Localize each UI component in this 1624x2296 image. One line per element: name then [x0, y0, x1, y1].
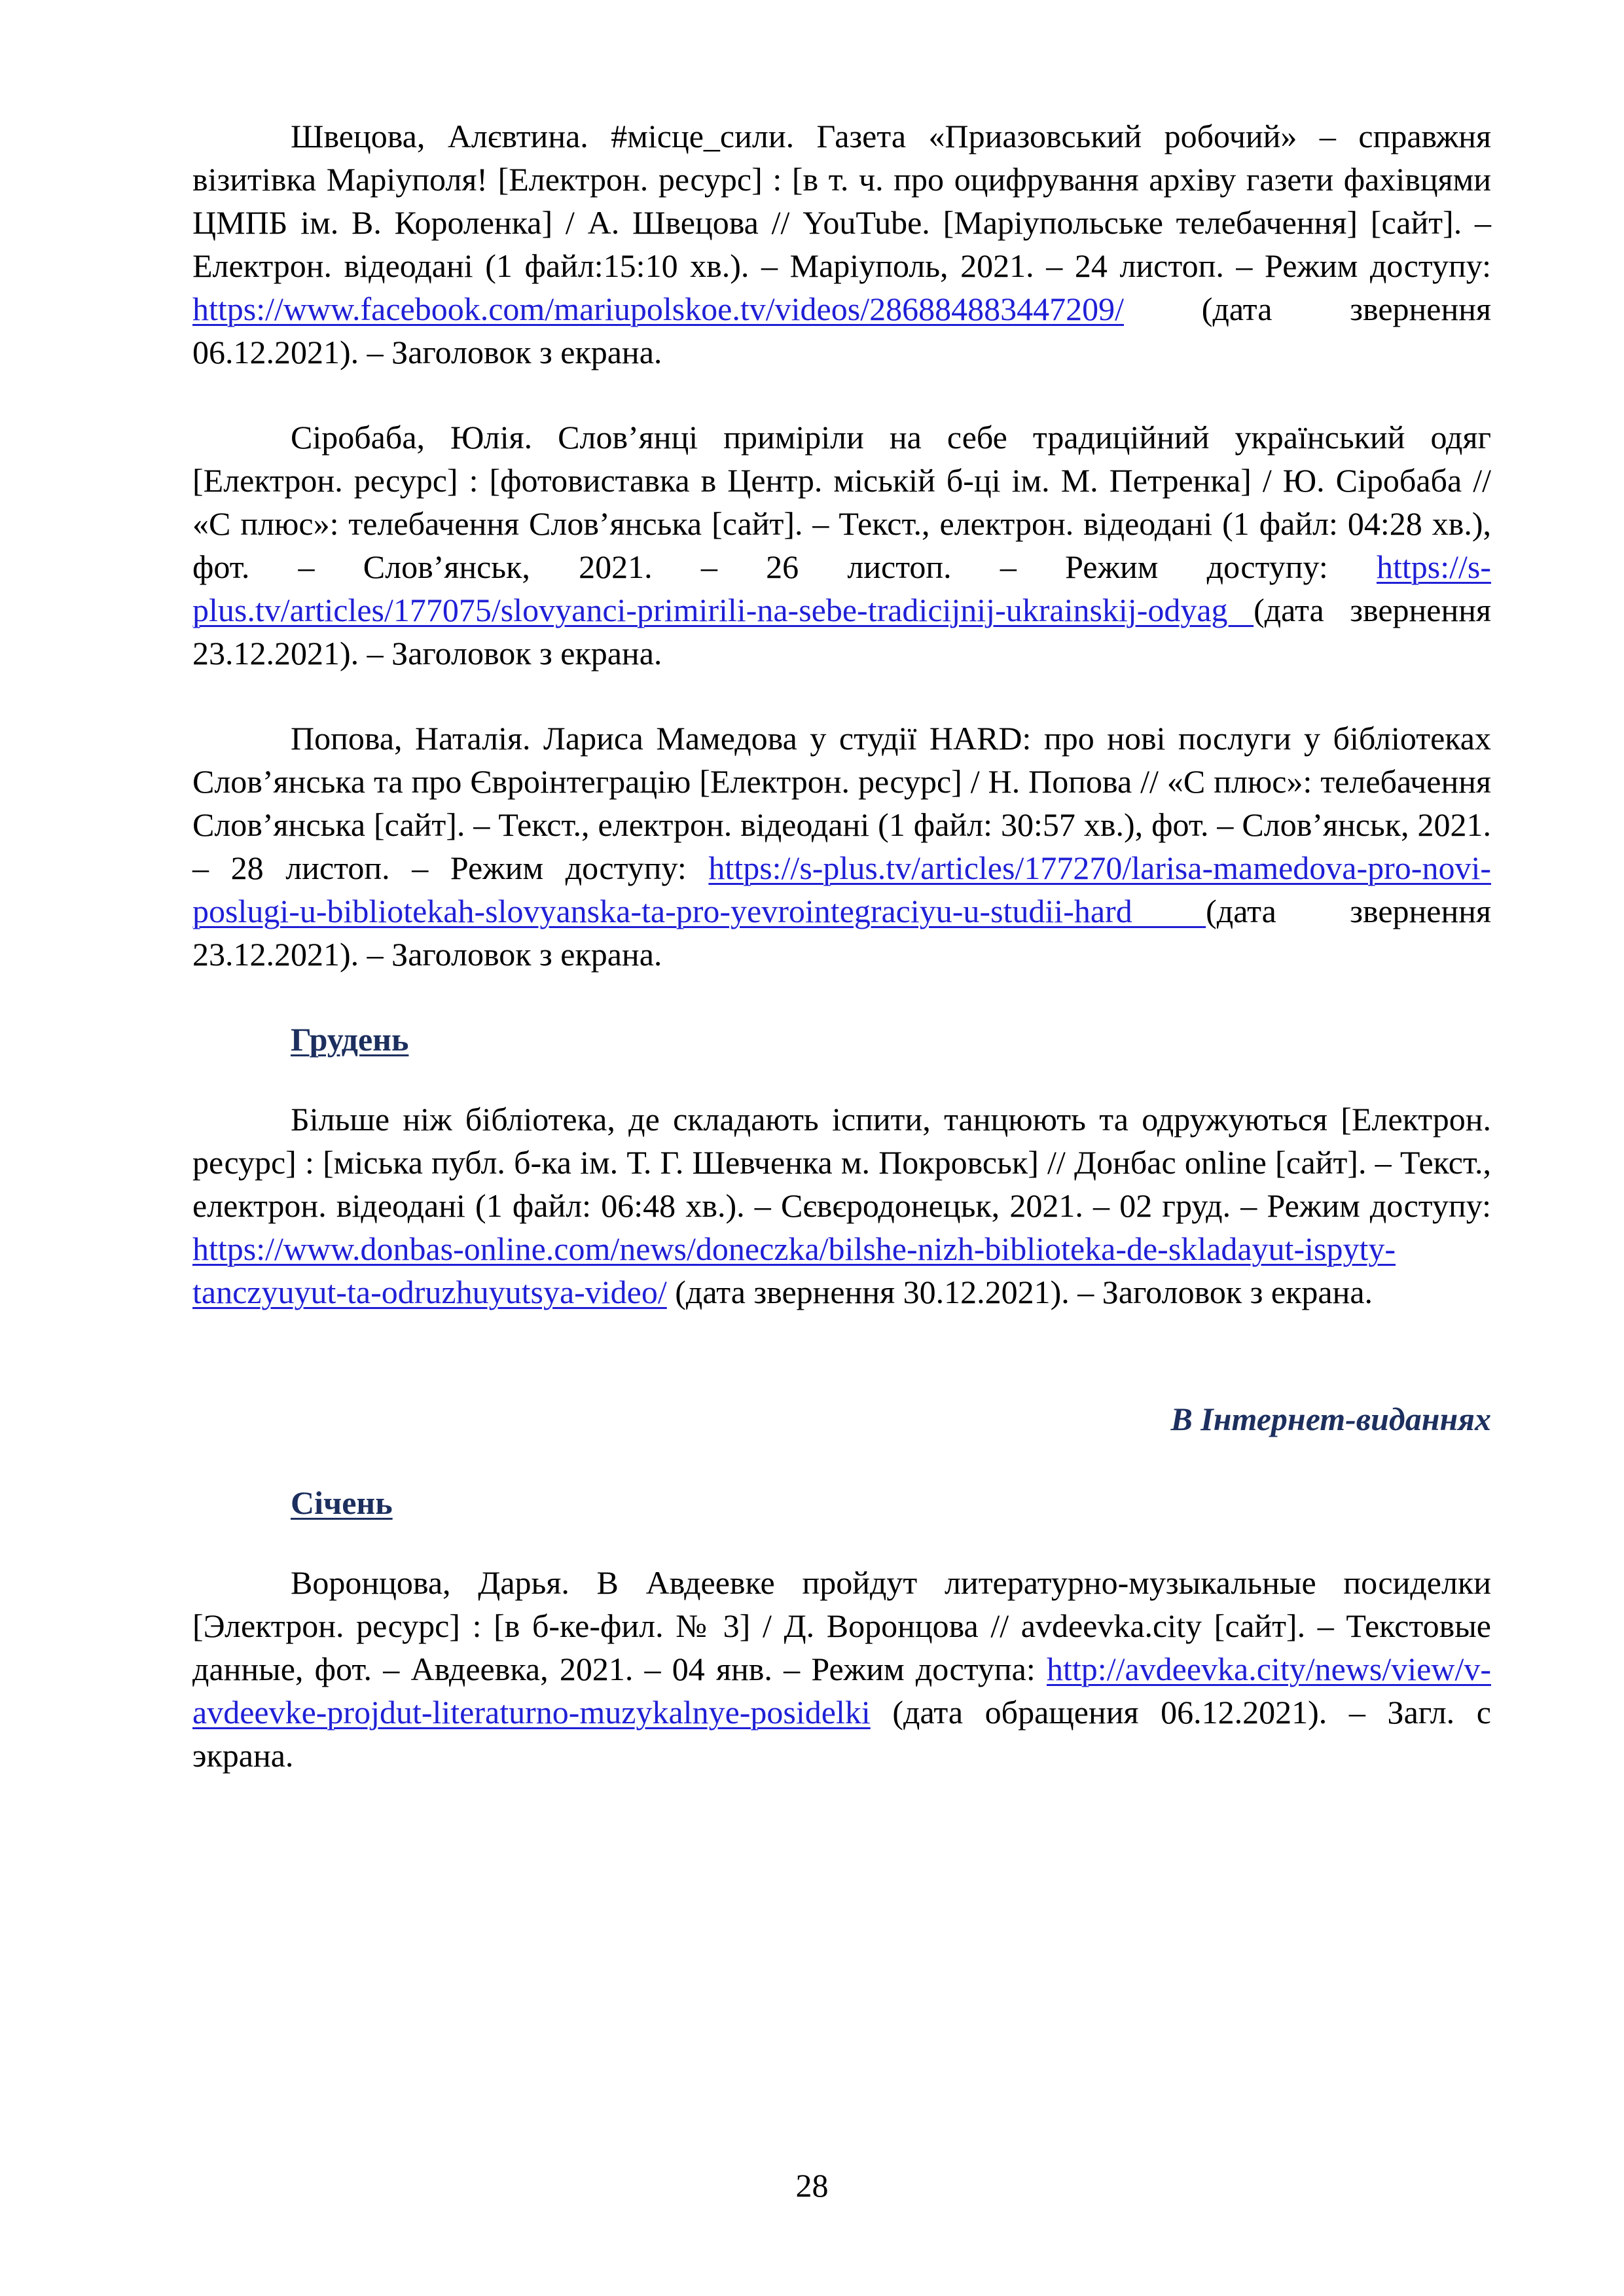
entry-link[interactable]: https://www.donbas-online.com/news/doneczka/bilshe-nizh-biblioteka-de-skladayut-ispyty-tanczyuyut-ta-odruzhuyutsya-video/	[192, 1230, 1396, 1310]
entry-text: Воронцова, Дарья. В Авдеевке пройдут литературно-музыкальные посиделки [Электрон. ресурс] : [в б-ке-фил. № 3] / Д. Воронцова // avdeevka.city [сайт]. – Текстовые данные, фот. – Авдеевка, 2021. – 04 янв. – Режим доступа:	[192, 1564, 1491, 1687]
entry-suffix: (дата звернення 06.12.2021). – Заголовок з екрана.	[192, 291, 1491, 370]
entry-text: Більше ніж бібліотека, де складають іспити, танцюють та одружуються [Електрон. ресурс] : [міська публ. б-ка ім. Т. Г. Шевченка м. Покровськ] // Донбас online [сайт]. – Текст., електрон. відеодані (1 файл: 06:48 хв.). – Сєвєродонецьк, 2021. – 02 груд. – Режим доступу:	[192, 1101, 1491, 1224]
entry-text: Попова, Наталія. Лариса Мамедова у студії HARD: про нові послуги у бібліотеках Слов’янська та про Євроінтеграцію [Електрон. ресурс] / Н. Попова // «С плюс»: телебачення Слов’янська [сайт]. – Текст., електрон. відеодані (1 файл: 30:57 хв.), фот. – Слов’янськ, 2021. – 28 листоп. – Режим доступу:	[192, 720, 1491, 886]
entry-suffix: (дата звернення 30.12.2021). – Заголовок з екрана.	[666, 1274, 1373, 1310]
bibliography-entry-popova	[192, 717, 1491, 976]
bibliography-entry-shvetsova	[192, 115, 1491, 374]
bibliography-entry-donbas-online	[192, 1098, 1491, 1314]
entry-link[interactable]: http://avdeevka.city/news/view/v-avdeevke-projdut-literaturno-muzykalnye-posidelki	[192, 1651, 1491, 1731]
entry-suffix: (дата звернення 23.12.2021). – Заголовок з екрана.	[192, 893, 1491, 973]
entry-link[interactable]: https://s-plus.tv/articles/177270/larisa-mamedova-pro-novi-poslugi-u-bibliotekah-slovyanska-ta-pro-yevrointegraciyu-u-studii-hard	[192, 850, 1491, 929]
bibliography-entry-vorontsova	[192, 1561, 1491, 1777]
month-heading-january: Січень	[291, 1484, 393, 1521]
month-heading-december: Грудень	[291, 1021, 409, 1058]
entry-text: Швецова, Алєвтина. #місце_сили. Газета «Приазовський робочий» – справжня візитівка Маріуполя! [Електрон. ресурс] : [в т. ч. про оцифрування архіву газети фахівцями ЦМПБ ім. В. Короленка] / А. Швецова // YouTube. [Маріупольське телебачення] [сайт]. – Електрон. відеодані (1 файл:15:10 хв.). – Маріуполь, 2021. – 24 листоп. – Режим доступу:	[192, 118, 1491, 284]
document-page	[192, 115, 1491, 1819]
entry-link[interactable]: https://s-plus.tv/articles/177075/slovyanci-primirili-na-sebe-tradicijnij-ukrainskij-odyag	[192, 548, 1491, 628]
entry-link[interactable]: https://www.facebook.com/mariupolskoe.tv/videos/286884883447209/	[192, 291, 1124, 327]
entry-suffix: (дата звернення 23.12.2021). – Заголовок з екрана.	[192, 592, 1491, 672]
bibliography-entry-sirobaba	[192, 416, 1491, 675]
entry-suffix: (дата обращения 06.12.2021). – Загл. с экрана.	[192, 1694, 1491, 1774]
section-heading-internet: В Інтернет-виданнях	[1170, 1401, 1491, 1437]
entry-text: Сіробаба, Юлія. Слов’янці приміріли на себе традиційний український одяг [Електрон. ресурс] : [фотовиставка в Центр. міській б-ці ім. М. Петренка] / Ю. Сіробаба // «С плюс»: телебачення Слов’янська [сайт]. – Текст., електрон. відеодані (1 файл: 04:28 хв.), фот. – Слов’янськ, 2021. – 26 листоп. – Режим доступу:	[192, 419, 1491, 585]
page-number: 28	[795, 2167, 829, 2204]
